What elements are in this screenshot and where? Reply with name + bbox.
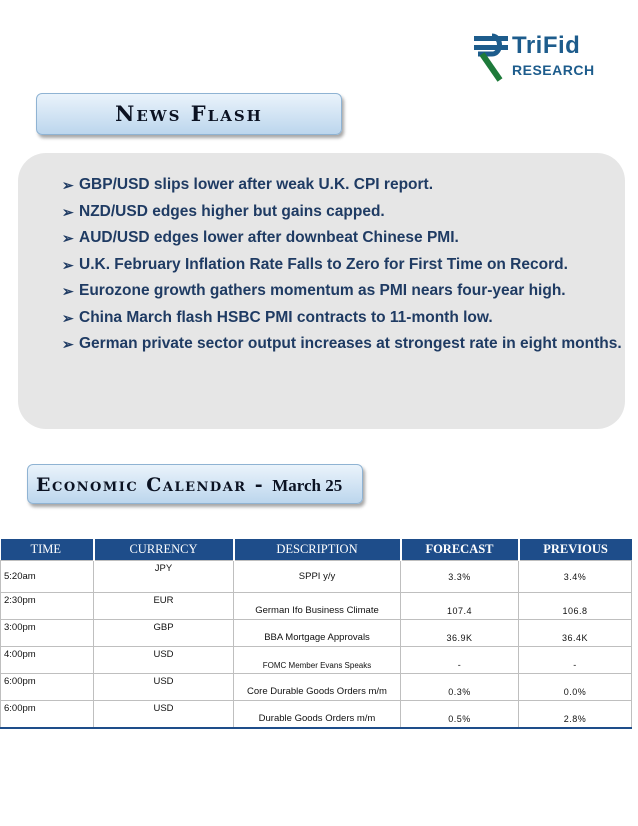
cell-previous: 106.8	[519, 593, 632, 620]
cell-forecast: 0.5%	[401, 701, 519, 729]
table-row	[1, 620, 632, 647]
bullet-arrow-icon: ➢	[62, 283, 74, 299]
news-item	[62, 278, 622, 305]
header-description: DESCRIPTION	[234, 539, 401, 561]
bullet-arrow-icon: ➢	[62, 256, 74, 273]
economic-calendar-table	[0, 539, 632, 729]
header-forecast: FORECAST	[401, 539, 519, 561]
cell-currency: EUR	[94, 593, 234, 620]
cell-forecast: 36.9K	[401, 620, 519, 647]
header-time: TIME	[1, 539, 94, 561]
news-item	[62, 199, 622, 226]
cell-description: German Ifo Business Climate	[234, 593, 401, 620]
table-row	[1, 674, 632, 701]
news-item-text: NZD/USD edges higher but gains capped.	[79, 202, 385, 220]
news-item	[62, 225, 622, 252]
cell-forecast: 0.3%	[401, 674, 519, 701]
trifid-research-logo	[472, 30, 622, 86]
header-currency: CURRENCY	[94, 539, 234, 561]
cell-time: 3:00pm	[1, 620, 94, 647]
cell-currency: USD	[94, 674, 234, 701]
cell-description: BBA Mortgage Approvals	[234, 620, 401, 647]
cell-time: 2:30pm	[1, 593, 94, 620]
cell-time: 4:00pm	[1, 647, 94, 674]
table-row	[1, 647, 632, 674]
cell-previous: 3.4%	[519, 561, 632, 593]
cell-previous: 36.4K	[519, 620, 632, 647]
table-row	[1, 701, 632, 729]
news-item-text: GBP/USD slips lower after weak U.K. CPI report.	[79, 176, 434, 193]
news-item-text: Eurozone growth gathers momentum as PMI nears four-year high.	[79, 282, 566, 299]
news-item	[62, 331, 622, 358]
news-flash-title: News Flash	[36, 93, 342, 135]
cell-currency: USD	[94, 701, 234, 729]
calendar-date: March 25	[272, 476, 343, 495]
news-item	[62, 252, 622, 279]
cell-time: 6:00pm	[1, 701, 94, 729]
cell-time: 6:00pm	[1, 674, 94, 701]
cell-forecast: 107.4	[401, 593, 519, 620]
news-item-text: AUD/USD edges lower after downbeat Chinese PMI.	[79, 229, 459, 246]
table-header-row	[1, 539, 632, 561]
cell-forecast: -	[401, 647, 519, 674]
cell-forecast: 3.3%	[401, 561, 519, 593]
table-row	[1, 561, 632, 593]
news-item-text: China March flash HSBC PMI contracts to 11-month low.	[79, 308, 493, 326]
cell-description: FOMC Member Evans Speaks	[234, 647, 401, 674]
cell-previous: 2.8%	[519, 701, 632, 729]
bullet-arrow-icon: ➢	[62, 230, 74, 246]
news-item-text: German private sector output increases at strongest rate in eight months.	[79, 335, 622, 352]
cell-description: SPPI y/y	[234, 561, 401, 593]
cell-currency: USD	[94, 647, 234, 674]
table-row	[1, 593, 632, 620]
news-panel	[18, 153, 625, 429]
cell-currency: GBP	[94, 620, 234, 647]
news-item-text: U.K. February Inflation Rate Falls to Zero for First Time on Record.	[79, 255, 568, 273]
bullet-arrow-icon: ➢	[62, 336, 74, 352]
logo-brand-text: TriFid	[512, 32, 581, 59]
economic-calendar-title	[27, 464, 363, 504]
calendar-title-text: Economic Calendar -	[36, 474, 273, 496]
cell-previous: 0.0%	[519, 674, 632, 701]
bullet-arrow-icon: ➢	[62, 177, 74, 193]
cell-description: Core Durable Goods Orders m/m	[234, 674, 401, 701]
logo-sub-text: RESEARCH	[512, 62, 595, 78]
news-list	[62, 172, 622, 358]
bullet-arrow-icon: ➢	[62, 203, 74, 220]
cell-currency: JPY	[94, 561, 234, 593]
news-item	[62, 172, 622, 199]
news-item	[62, 305, 622, 332]
cell-description: Durable Goods Orders m/m	[234, 701, 401, 729]
rupee-logo-icon	[472, 30, 512, 84]
cell-previous: -	[519, 647, 632, 674]
bullet-arrow-icon: ➢	[62, 309, 74, 326]
cell-time: 5:20am	[1, 561, 94, 593]
header-previous: PREVIOUS	[519, 539, 632, 561]
